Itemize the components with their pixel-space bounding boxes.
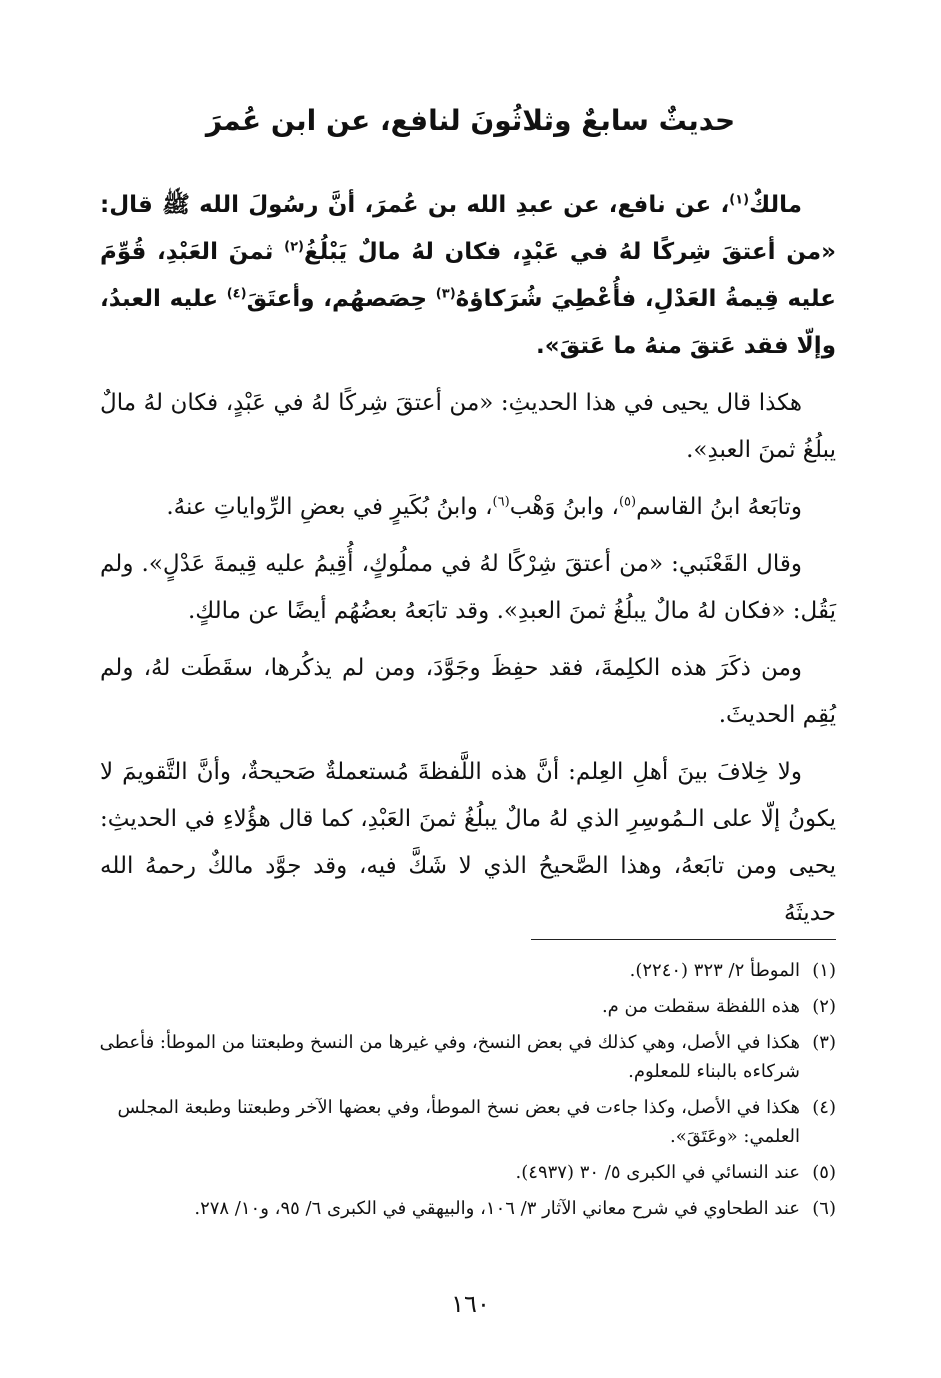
footnote-number: (٤) (812, 1097, 836, 1118)
footnote-item (95, 1093, 836, 1151)
commentary-paragraph: وتابَعهُ ابنُ القاسم$^{(٥)}$، وابنُ وَهْب$^{(٦)}$، وابنُ بُكَيرٍ في بعضِ الرِّواياتِ عنهُ. (166, 494, 802, 520)
hadith-text-paragraph: مالكٌ$^{(١)}$، عن نافع، عن عبدِ الله بن عُمرَ، أنَّ رسُولَ الله ﷺ قال: «من أعتقَ شِركًا لهُ في عَبْدٍ، فكان لهُ مالٌ يَبْلُغُ$^{(٢)}$ ثمنَ العَبْدِ، قُوِّمَ عليه قِيمةُ العَدْلِ، فأُعْطِيَ شُرَكاؤهُ$^{(٣)}$ حِصَصهُم، وأعتَقَ$^{(٤)}$ عليه العبدُ، وإلّا فقد عَتقَ منهُ ما عَتقَ». (100, 192, 836, 359)
main-text (100, 182, 836, 947)
page-number: ١٦٠ (451, 1290, 490, 1318)
footnote-divider (531, 939, 836, 940)
commentary-paragraph: هكذا قال يحيى في هذا الحديثِ: «من أعتقَ شِركًا لهُ في عَبْدٍ، فكان لهُ مالٌ يبلُغُ ثمنَ العبدِ». (100, 390, 836, 463)
footnote-ref[interactable]: (٢) (284, 239, 304, 255)
footnote-number: (٢) (812, 996, 836, 1017)
footnote-text: هكذا في الأصل، وهي كذلك في بعض النسخ، وفي غيرها من النسخ وطبعتنا من الموطأ: فأعطى شركاءه بالبناء للمعلوم. (99, 1032, 800, 1082)
hadith-title: حديثٌ سابعٌ وثلاثُونَ لنافع، عن ابن عُمرَ (205, 104, 736, 137)
commentary-paragraph: ومن ذكَرَ هذه الكلِمةَ، فقد حفِظَ وجَوَّدَ، ومن لم يذكُرها، سقَطَت لهُ، ولم يُقِم الحديثَ. (100, 655, 836, 728)
footnote-ref[interactable]: (٦) (492, 494, 510, 510)
footnote-ref[interactable]: (١) (729, 192, 750, 208)
footnote-number: (٦) (812, 1198, 836, 1219)
commentary-paragraph: وقال القَعْنَبي: «من أعتقَ شِرْكًا لهُ في مملُوكٍ، أُقِيمُ عليه قِيمةَ عَدْلٍ». ولم يَقُل: «فكان لهُ مالٌ يبلُغُ ثمنَ العبدِ». وقد تابَعهُ بعضُهُم أيضًا عن مالكٍ. (100, 551, 836, 624)
footnotes (95, 956, 836, 1230)
footnote-item (95, 956, 836, 985)
footnote-text: عند النسائي في الكبرى ٥/ ٣٠ (٤٩٣٧). (515, 1162, 800, 1183)
footnote-ref[interactable]: (٥) (618, 494, 637, 510)
footnote-text: الموطأ ٢/ ٣٢٣ (٢٢٤٠). (629, 960, 800, 981)
commentary-paragraph: ولا خِلافَ بينَ أهلِ العِلم: أنَّ هذه اللَّفظةَ مُستعملةٌ صَحيحةٌ، وأنَّ التَّقويمَ لا يكونُ إلّا على الـمُوسِرِ الذي لهُ مالٌ يبلُغُ ثمنَ العَبْدِ، كما قال هؤُلاءِ في الحديثِ: يحيى ومن تابَعهُ، وهذا الصَّحيحُ الذي لا شَكَّ فيه، وقد جوَّد مالكٌ رحمهُ الله حديثَهُ (100, 759, 836, 926)
footnote-text: هذه اللفظة سقطت من م. (601, 996, 800, 1017)
footnote-number: (٣) (812, 1032, 836, 1053)
footnote-item (95, 1158, 836, 1187)
footnote-item (95, 1194, 836, 1223)
footnote-text: هكذا في الأصل، وكذا جاءت في بعض نسخ الموطأ، وفي بعضها الآخر وطبعتنا وطبعة المجلس العلمي: «وعَتَقَ». (117, 1097, 800, 1147)
footnote-number: (١) (812, 960, 836, 981)
footnote-number: (٥) (812, 1162, 836, 1183)
footnote-text: عند الطحاوي في شرح معاني الآثار ٣/ ١٠٦، والبيهقي في الكبرى ٦/ ٩٥، و١٠/ ٢٧٨. (194, 1198, 800, 1219)
footnote-ref[interactable]: (٣) (435, 286, 456, 302)
footnote-ref[interactable]: (٤) (226, 286, 247, 302)
footnote-item (95, 1028, 836, 1086)
footnote-item (95, 992, 836, 1021)
